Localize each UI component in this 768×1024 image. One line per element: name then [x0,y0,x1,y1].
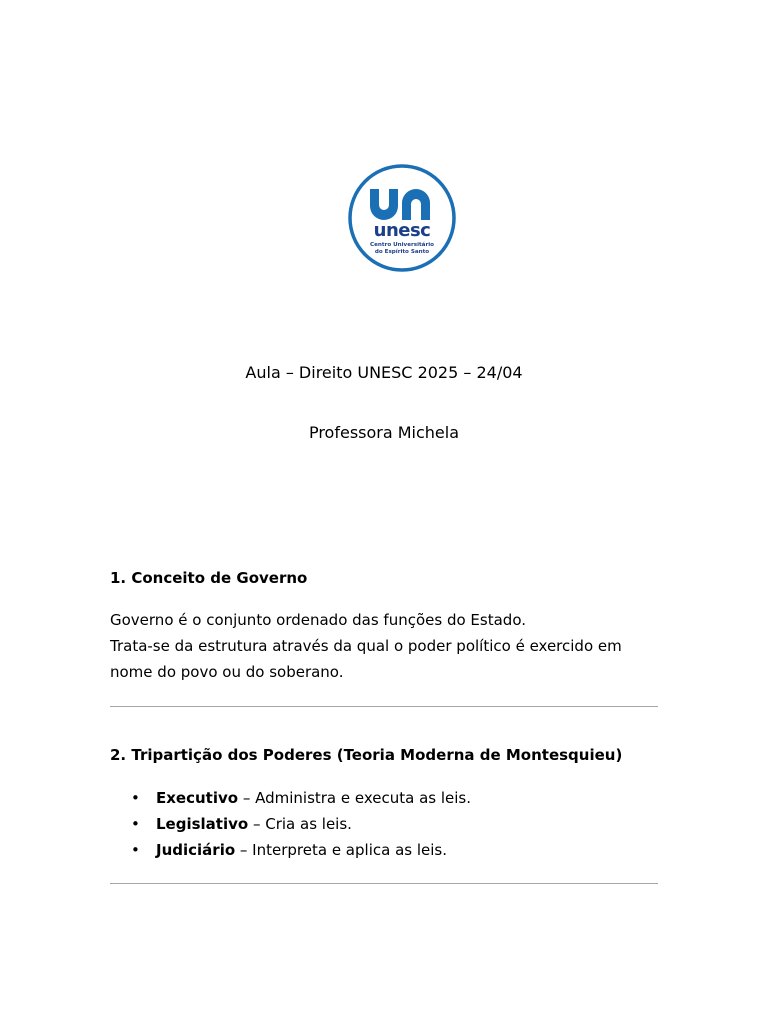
powers-list [110,785,471,863]
horizontal-divider [110,883,658,884]
list-item-term: Judiciário [156,841,236,859]
section-heading-powers: 2. Tripartição dos Poderes (Teoria Moderna de Montesquieu) [110,746,623,764]
list-item-description: – Interpreta e aplica as leis. [235,841,447,859]
document-title: Aula – Direito UNESC 2025 – 24/04 [245,363,523,382]
bullet-icon: • [131,789,140,807]
list-item-term: Legislativo [156,815,249,833]
list-item [110,811,471,837]
logo-wordmark: unesc [373,220,431,241]
logo-subtitle-line1: Centro Universitário [370,242,434,248]
section-heading-concept: 1. Conceito de Governo [110,569,308,587]
bullet-icon: • [131,815,140,833]
bullet-icon: • [131,841,140,859]
list-item-term: Executivo [156,789,239,807]
paragraph-line: Trata-se da estrutura através da qual o poder político é exercido em [110,637,622,655]
professor-name: Professora Michela [308,423,460,442]
horizontal-divider [110,706,658,707]
list-item [110,785,471,811]
list-item [110,837,471,863]
section-paragraph-concept [110,607,670,685]
paragraph-line: Governo é o conjunto ordenado das funções do Estado. [110,611,527,629]
list-item-description: – Cria as leis. [248,815,352,833]
unesc-logo [347,163,457,273]
logo-subtitle-line2: do Espírito Santo [374,249,430,255]
paragraph-line: nome do povo ou do soberano. [110,663,344,681]
list-item-description: – Administra e executa as leis. [238,789,472,807]
